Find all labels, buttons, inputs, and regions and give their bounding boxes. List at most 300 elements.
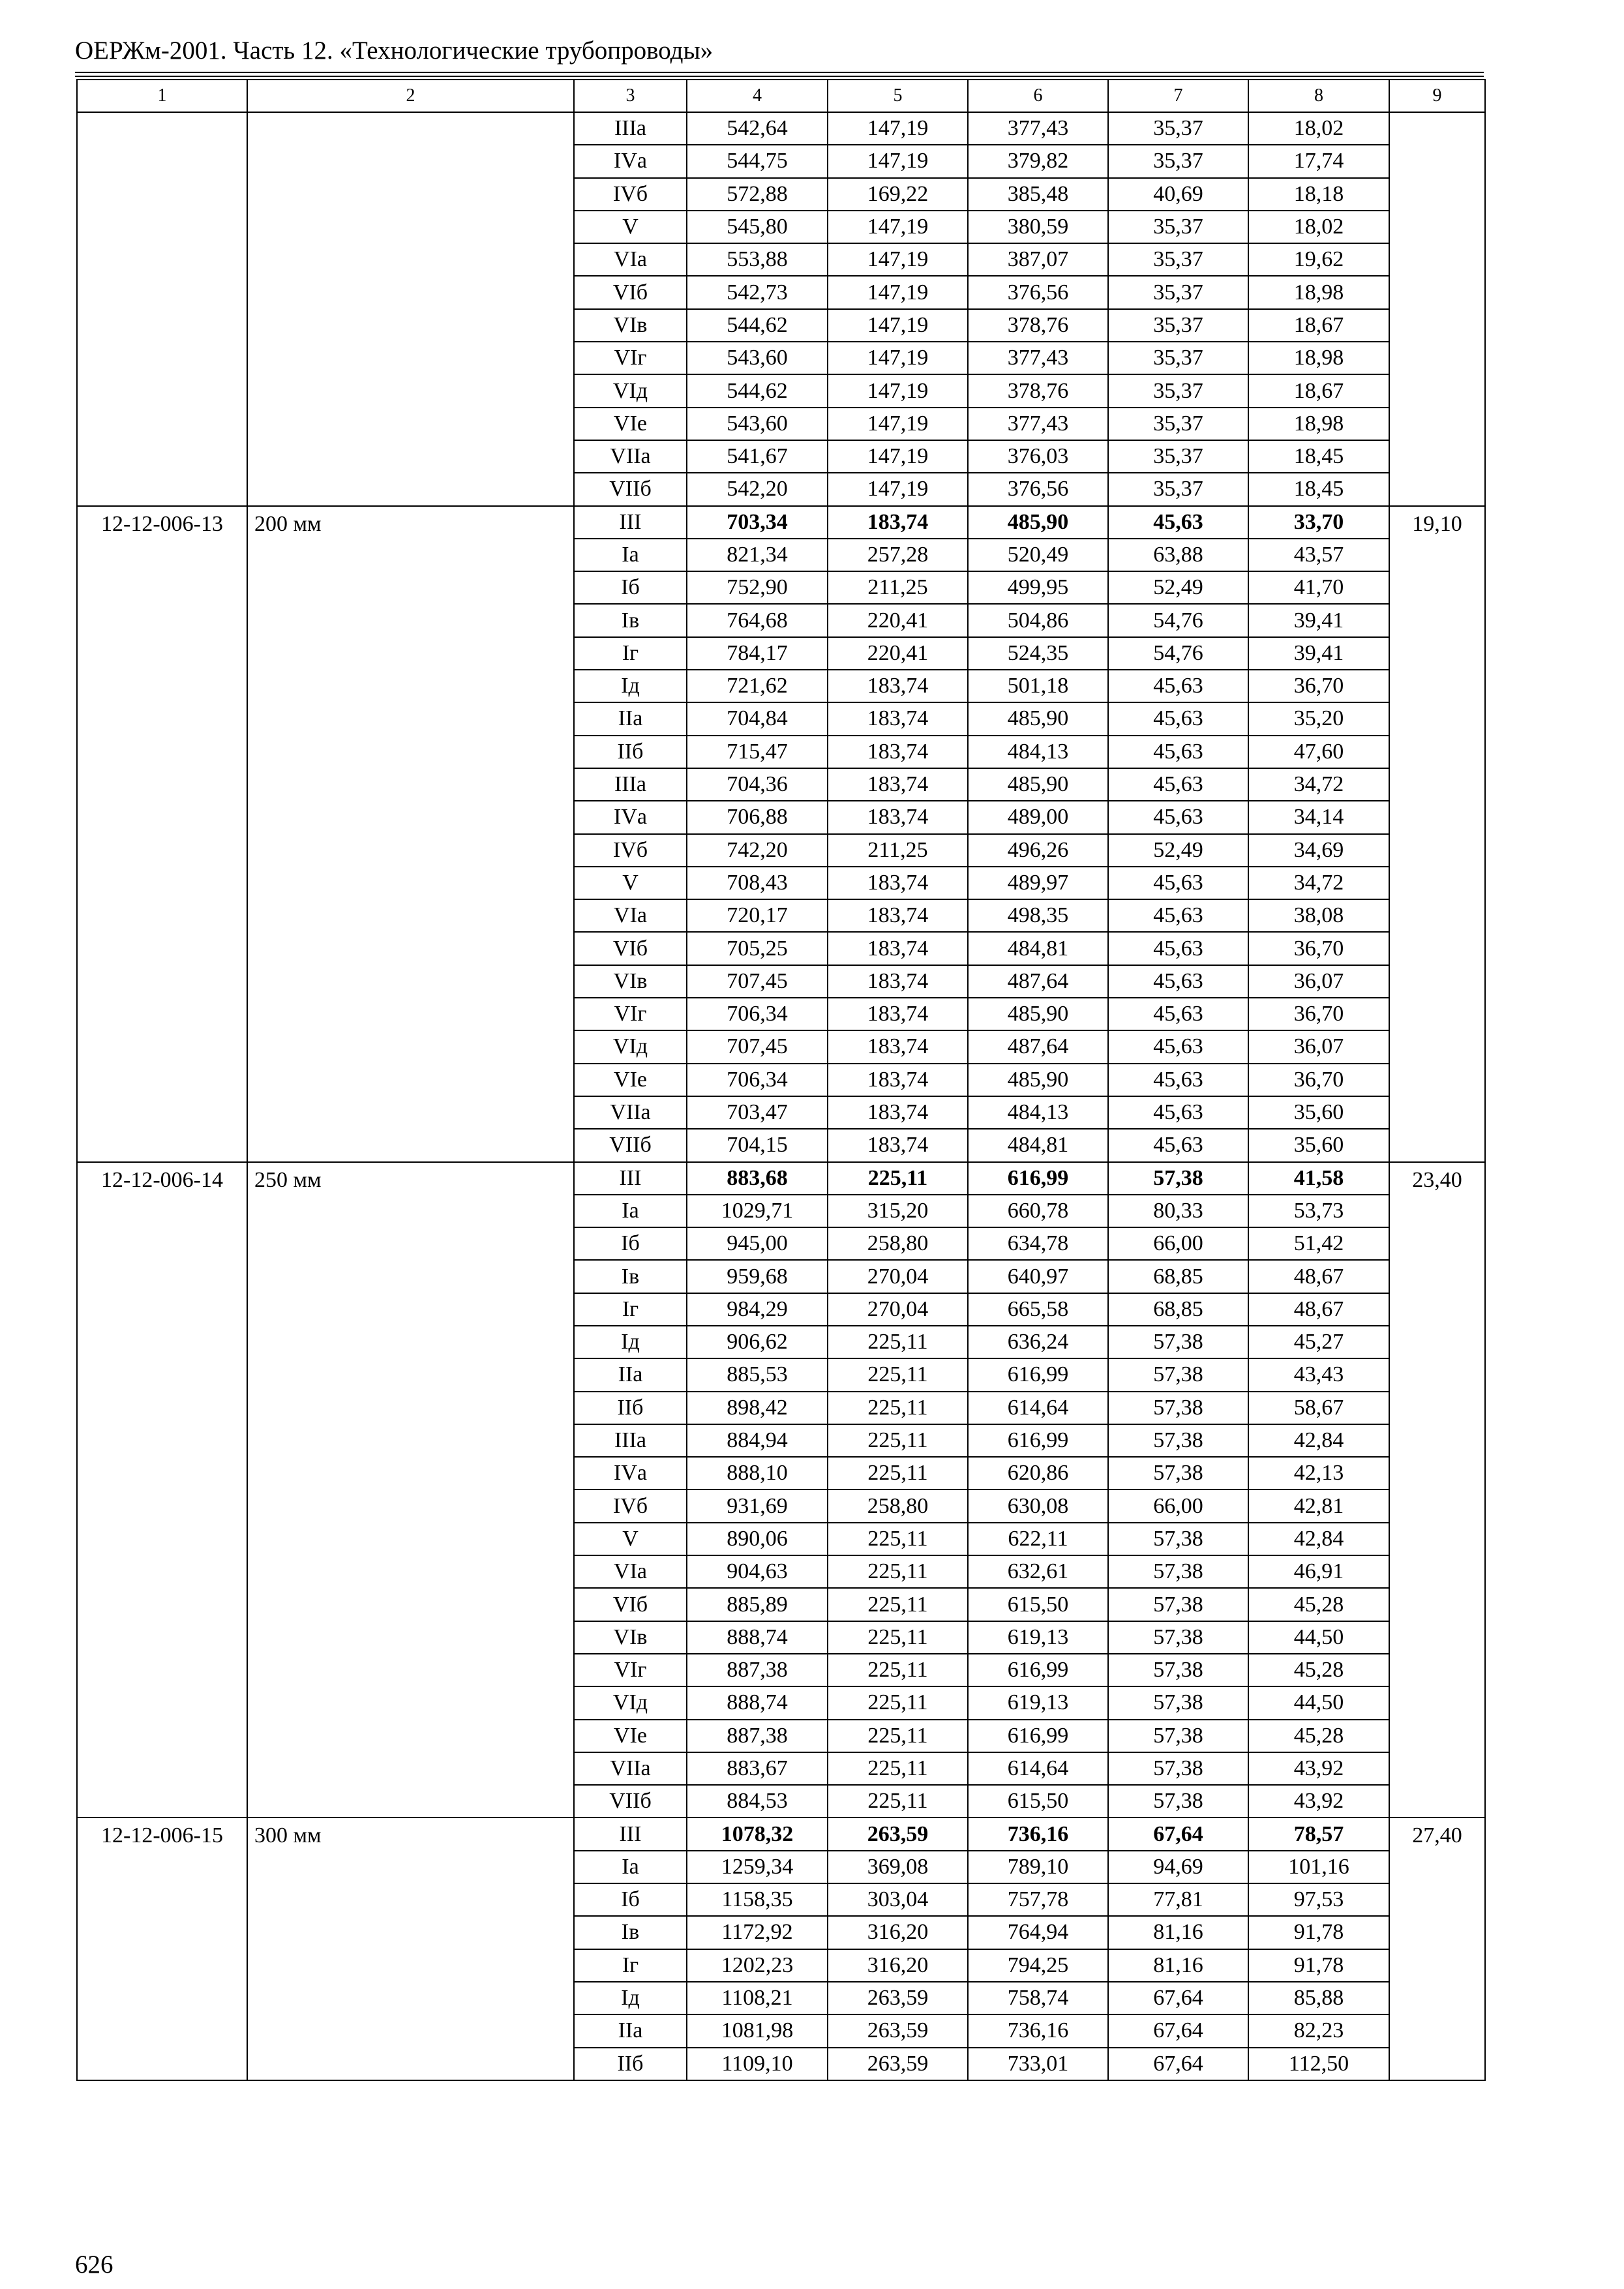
value-cell: 485,90 (968, 506, 1108, 539)
value-cell: 34,14 (1248, 801, 1389, 833)
value-cell: 147,19 (828, 408, 968, 440)
zone-cell: VIIа (574, 1752, 687, 1785)
value-cell: 35,37 (1108, 112, 1248, 145)
value-cell: 183,74 (828, 867, 968, 899)
value-cell: 888,10 (687, 1457, 828, 1489)
value-cell: 47,60 (1248, 736, 1389, 768)
zone-cell: VIб (574, 1588, 687, 1621)
value-cell: 640,97 (968, 1260, 1108, 1293)
value-cell: 706,34 (687, 998, 828, 1030)
column-number-cell: 5 (828, 80, 968, 112)
value-cell: 45,63 (1108, 702, 1248, 735)
value-cell: 183,74 (828, 768, 968, 801)
value-cell: 77,81 (1108, 1883, 1248, 1916)
value-cell: 721,62 (687, 670, 828, 702)
zone-cell: IVб (574, 1489, 687, 1522)
pipe-size-cell: 250 мм (247, 1162, 574, 1818)
value-cell: 36,70 (1248, 1064, 1389, 1096)
value-cell: 715,47 (687, 736, 828, 768)
zone-cell: V (574, 867, 687, 899)
value-cell: 883,68 (687, 1162, 828, 1195)
value-cell: 52,49 (1108, 834, 1248, 867)
value-cell: 34,72 (1248, 768, 1389, 801)
value-cell: 636,24 (968, 1326, 1108, 1358)
value-cell: 183,74 (828, 932, 968, 965)
value-cell: 377,43 (968, 342, 1108, 374)
zone-cell: VIе (574, 1064, 687, 1096)
column-number-cell: 4 (687, 80, 828, 112)
item-code-cell: 12-12-006-15 (77, 1818, 247, 2080)
zone-cell: VIIа (574, 440, 687, 473)
value-cell: 35,60 (1248, 1096, 1389, 1129)
value-cell: 794,25 (968, 1949, 1108, 1982)
value-cell: 97,53 (1248, 1883, 1389, 1916)
value-cell: 959,68 (687, 1260, 828, 1293)
value-cell: 616,99 (968, 1358, 1108, 1391)
value-cell: 35,37 (1108, 243, 1248, 276)
value-cell: 211,25 (828, 834, 968, 867)
value-cell: 58,67 (1248, 1392, 1389, 1424)
zone-cell: Iа (574, 1851, 687, 1883)
value-cell: 707,45 (687, 1030, 828, 1063)
value-cell: 543,60 (687, 408, 828, 440)
value-cell: 57,38 (1108, 1523, 1248, 1555)
zone-cell: Iг (574, 637, 687, 670)
zone-cell: Iд (574, 1326, 687, 1358)
value-cell: 183,74 (828, 801, 968, 833)
value-cell: 377,43 (968, 112, 1108, 145)
zone-cell: IIIа (574, 112, 687, 145)
value-cell: 19,62 (1248, 243, 1389, 276)
pipe-size-cell: 300 мм (247, 1818, 574, 2080)
value-cell: 622,11 (968, 1523, 1108, 1555)
value-cell: 45,28 (1248, 1720, 1389, 1752)
value-cell: 225,11 (828, 1523, 968, 1555)
value-cell: 945,00 (687, 1227, 828, 1260)
value-cell: 45,63 (1108, 736, 1248, 768)
labor-cost-cell: 23,40 (1389, 1162, 1485, 1818)
value-cell: 543,60 (687, 342, 828, 374)
value-cell: 258,80 (828, 1227, 968, 1260)
zone-cell: VIIб (574, 473, 687, 505)
value-cell: 17,74 (1248, 145, 1389, 177)
value-cell: 884,94 (687, 1424, 828, 1457)
value-cell: 35,37 (1108, 342, 1248, 374)
zone-cell: Iв (574, 1916, 687, 1949)
table-row (77, 506, 1485, 539)
value-cell: 18,18 (1248, 178, 1389, 211)
value-cell: 544,62 (687, 374, 828, 407)
value-cell: 1158,35 (687, 1883, 828, 1916)
value-cell: 904,63 (687, 1555, 828, 1588)
zone-cell: V (574, 1523, 687, 1555)
value-cell: 147,19 (828, 243, 968, 276)
value-cell: 45,63 (1108, 899, 1248, 932)
value-cell: 57,38 (1108, 1720, 1248, 1752)
zone-cell: Iа (574, 539, 687, 571)
value-cell: 270,04 (828, 1293, 968, 1326)
value-cell: 385,48 (968, 178, 1108, 211)
value-cell: 45,63 (1108, 1030, 1248, 1063)
zone-cell: Iб (574, 1883, 687, 1916)
value-cell: 316,20 (828, 1949, 968, 1982)
value-cell: 789,10 (968, 1851, 1108, 1883)
zone-cell: Iа (574, 1195, 687, 1227)
value-cell: 18,02 (1248, 211, 1389, 243)
value-cell: 147,19 (828, 309, 968, 342)
value-cell: 45,63 (1108, 1129, 1248, 1161)
value-cell: 35,37 (1108, 374, 1248, 407)
column-number-cell: 3 (574, 80, 687, 112)
value-cell: 225,11 (828, 1621, 968, 1654)
value-cell: 485,90 (968, 702, 1108, 735)
value-cell: 887,38 (687, 1720, 828, 1752)
column-number-cell: 8 (1248, 80, 1389, 112)
value-cell: 263,59 (828, 1818, 968, 1850)
value-cell: 51,42 (1248, 1227, 1389, 1260)
value-cell: 1081,98 (687, 2014, 828, 2047)
value-cell: 499,95 (968, 571, 1108, 604)
page-header-title: ОЕРЖм-2001. Часть 12. «Технологические трубопроводы» (75, 37, 714, 65)
value-cell: 67,64 (1108, 2014, 1248, 2047)
value-cell: 758,74 (968, 1982, 1108, 2014)
value-cell: 101,16 (1248, 1851, 1389, 1883)
value-cell: 553,88 (687, 243, 828, 276)
value-cell: 40,69 (1108, 178, 1248, 211)
value-cell: 57,38 (1108, 1162, 1248, 1195)
item-code-cell (77, 112, 247, 506)
labor-cost-cell: 19,10 (1389, 506, 1485, 1162)
zone-cell: IIIа (574, 768, 687, 801)
value-cell: 183,74 (828, 998, 968, 1030)
value-cell: 41,58 (1248, 1162, 1389, 1195)
value-cell: 263,59 (828, 1982, 968, 2014)
value-cell: 225,11 (828, 1752, 968, 1785)
value-cell: 34,72 (1248, 867, 1389, 899)
value-cell: 183,74 (828, 506, 968, 539)
value-cell: 377,43 (968, 408, 1108, 440)
value-cell: 703,47 (687, 1096, 828, 1129)
value-cell: 1029,71 (687, 1195, 828, 1227)
value-cell: 43,92 (1248, 1752, 1389, 1785)
value-cell: 376,56 (968, 473, 1108, 505)
value-cell: 615,50 (968, 1785, 1108, 1818)
value-cell: 48,67 (1248, 1260, 1389, 1293)
value-cell: 704,36 (687, 768, 828, 801)
value-cell: 379,82 (968, 145, 1108, 177)
value-cell: 257,28 (828, 539, 968, 571)
value-cell: 43,43 (1248, 1358, 1389, 1391)
value-cell: 484,81 (968, 932, 1108, 965)
value-cell: 614,64 (968, 1392, 1108, 1424)
value-cell: 225,11 (828, 1457, 968, 1489)
value-cell: 632,61 (968, 1555, 1108, 1588)
value-cell: 484,13 (968, 1096, 1108, 1129)
value-cell: 487,64 (968, 1030, 1108, 1063)
value-cell: 67,64 (1108, 1982, 1248, 2014)
value-cell: 225,11 (828, 1326, 968, 1358)
pipe-size-cell: 200 мм (247, 506, 574, 1162)
value-cell: 38,08 (1248, 899, 1389, 932)
value-cell: 706,88 (687, 801, 828, 833)
value-cell: 378,76 (968, 309, 1108, 342)
value-cell: 704,15 (687, 1129, 828, 1161)
value-cell: 45,63 (1108, 932, 1248, 965)
zone-cell: IIа (574, 1358, 687, 1391)
value-cell: 35,37 (1108, 211, 1248, 243)
value-cell: 169,22 (828, 178, 968, 211)
value-cell: 885,53 (687, 1358, 828, 1391)
value-cell: 225,11 (828, 1358, 968, 1391)
value-cell: 498,35 (968, 899, 1108, 932)
value-cell: 757,78 (968, 1883, 1108, 1916)
value-cell: 147,19 (828, 211, 968, 243)
value-cell: 18,45 (1248, 473, 1389, 505)
value-cell: 220,41 (828, 604, 968, 636)
value-cell: 57,38 (1108, 1358, 1248, 1391)
value-cell: 263,59 (828, 2014, 968, 2047)
value-cell: 91,78 (1248, 1949, 1389, 1982)
value-cell: 183,74 (828, 1096, 968, 1129)
zone-cell: VIб (574, 932, 687, 965)
value-cell: 884,53 (687, 1785, 828, 1818)
value-cell: 44,50 (1248, 1621, 1389, 1654)
value-cell: 18,02 (1248, 112, 1389, 145)
value-cell: 35,37 (1108, 309, 1248, 342)
value-cell: 52,49 (1108, 571, 1248, 604)
value-cell: 733,01 (968, 2048, 1108, 2080)
value-cell: 620,86 (968, 1457, 1108, 1489)
item-code-cell: 12-12-006-14 (77, 1162, 247, 1818)
value-cell: 315,20 (828, 1195, 968, 1227)
value-cell: 45,28 (1248, 1588, 1389, 1621)
value-cell: 616,99 (968, 1720, 1108, 1752)
value-cell: 542,20 (687, 473, 828, 505)
value-cell: 542,64 (687, 112, 828, 145)
value-cell: 46,91 (1248, 1555, 1389, 1588)
zone-cell: Iв (574, 1260, 687, 1293)
value-cell: 35,37 (1108, 276, 1248, 308)
value-cell: 615,50 (968, 1588, 1108, 1621)
value-cell: 35,37 (1108, 440, 1248, 473)
value-cell: 1172,92 (687, 1916, 828, 1949)
value-cell: 1108,21 (687, 1982, 828, 2014)
value-cell: 619,13 (968, 1686, 1108, 1719)
value-cell: 211,25 (828, 571, 968, 604)
value-cell: 752,90 (687, 571, 828, 604)
value-cell: 57,38 (1108, 1392, 1248, 1424)
value-cell: 736,16 (968, 1818, 1108, 1850)
value-cell: 504,86 (968, 604, 1108, 636)
value-cell: 784,17 (687, 637, 828, 670)
value-cell: 57,38 (1108, 1588, 1248, 1621)
value-cell: 53,73 (1248, 1195, 1389, 1227)
value-cell: 45,63 (1108, 1064, 1248, 1096)
value-cell: 614,64 (968, 1752, 1108, 1785)
value-cell: 45,63 (1108, 998, 1248, 1030)
value-cell: 45,63 (1108, 965, 1248, 998)
page-number: 626 (75, 2251, 113, 2279)
value-cell: 67,64 (1108, 2048, 1248, 2080)
value-cell: 220,41 (828, 637, 968, 670)
zone-cell: III (574, 1818, 687, 1850)
value-cell: 67,64 (1108, 1818, 1248, 1850)
value-cell: 487,64 (968, 965, 1108, 998)
value-cell: 258,80 (828, 1489, 968, 1522)
value-cell: 736,16 (968, 2014, 1108, 2047)
value-cell: 496,26 (968, 834, 1108, 867)
header-rule-bottom (75, 76, 1484, 77)
zone-cell: VIе (574, 408, 687, 440)
value-cell: 544,62 (687, 309, 828, 342)
value-cell: 225,11 (828, 1654, 968, 1686)
value-cell: 1202,23 (687, 1949, 828, 1982)
value-cell: 524,35 (968, 637, 1108, 670)
value-cell: 147,19 (828, 145, 968, 177)
zone-cell: VIе (574, 1720, 687, 1752)
zone-cell: IIа (574, 702, 687, 735)
column-number-cell: 6 (968, 80, 1108, 112)
value-cell: 887,38 (687, 1654, 828, 1686)
value-cell: 704,84 (687, 702, 828, 735)
zone-cell: VIа (574, 243, 687, 276)
value-cell: 720,17 (687, 899, 828, 932)
value-cell: 906,62 (687, 1326, 828, 1358)
value-cell: 225,11 (828, 1686, 968, 1719)
value-cell: 708,43 (687, 867, 828, 899)
column-number-cell: 7 (1108, 80, 1248, 112)
value-cell: 542,73 (687, 276, 828, 308)
value-cell: 616,99 (968, 1162, 1108, 1195)
value-cell: 94,69 (1108, 1851, 1248, 1883)
zone-cell: VIд (574, 1030, 687, 1063)
value-cell: 78,57 (1248, 1818, 1389, 1850)
value-cell: 378,76 (968, 374, 1108, 407)
zone-cell: VIг (574, 998, 687, 1030)
labor-cost-cell: 27,40 (1389, 1818, 1485, 2080)
zone-cell: IVб (574, 834, 687, 867)
value-cell: 18,67 (1248, 374, 1389, 407)
value-cell: 42,81 (1248, 1489, 1389, 1522)
value-cell: 18,45 (1248, 440, 1389, 473)
value-cell: 45,63 (1108, 768, 1248, 801)
value-cell: 489,97 (968, 867, 1108, 899)
value-cell: 489,00 (968, 801, 1108, 833)
zone-cell: VIг (574, 1654, 687, 1686)
value-cell: 183,74 (828, 965, 968, 998)
value-cell: 41,70 (1248, 571, 1389, 604)
value-cell: 885,89 (687, 1588, 828, 1621)
zone-cell: IVа (574, 145, 687, 177)
value-cell: 225,11 (828, 1785, 968, 1818)
value-cell: 485,90 (968, 998, 1108, 1030)
value-cell: 764,94 (968, 1916, 1108, 1949)
value-cell: 484,81 (968, 1129, 1108, 1161)
value-cell: 706,34 (687, 1064, 828, 1096)
zone-cell: IVб (574, 178, 687, 211)
table-row (77, 1818, 1485, 1850)
column-number-cell: 2 (247, 80, 574, 112)
zone-cell: IIб (574, 2048, 687, 2080)
value-cell: 931,69 (687, 1489, 828, 1522)
table-row (77, 1162, 1485, 1195)
value-cell: 80,33 (1108, 1195, 1248, 1227)
zone-cell: VIв (574, 309, 687, 342)
value-cell: 263,59 (828, 2048, 968, 2080)
value-cell: 82,23 (1248, 2014, 1389, 2047)
value-cell: 183,74 (828, 1064, 968, 1096)
value-cell: 35,20 (1248, 702, 1389, 735)
zone-cell: IIа (574, 2014, 687, 2047)
value-cell: 225,11 (828, 1588, 968, 1621)
value-cell: 39,41 (1248, 604, 1389, 636)
value-cell: 147,19 (828, 112, 968, 145)
value-cell: 742,20 (687, 834, 828, 867)
zone-cell: Iб (574, 571, 687, 604)
value-cell: 484,13 (968, 736, 1108, 768)
value-cell: 225,11 (828, 1162, 968, 1195)
value-cell: 57,38 (1108, 1424, 1248, 1457)
value-cell: 376,56 (968, 276, 1108, 308)
zone-cell: Iд (574, 670, 687, 702)
value-cell: 35,37 (1108, 408, 1248, 440)
zone-cell: VIв (574, 965, 687, 998)
zone-cell: Iд (574, 1982, 687, 2014)
column-number-cell: 9 (1389, 80, 1485, 112)
value-cell: 183,74 (828, 670, 968, 702)
value-cell: 660,78 (968, 1195, 1108, 1227)
value-cell: 35,37 (1108, 473, 1248, 505)
value-cell: 387,07 (968, 243, 1108, 276)
zone-cell: VIд (574, 1686, 687, 1719)
value-cell: 34,69 (1248, 834, 1389, 867)
value-cell: 43,57 (1248, 539, 1389, 571)
value-cell: 45,28 (1248, 1654, 1389, 1686)
value-cell: 898,42 (687, 1392, 828, 1424)
zone-cell: Iг (574, 1949, 687, 1982)
value-cell: 888,74 (687, 1621, 828, 1654)
value-cell: 705,25 (687, 932, 828, 965)
value-cell: 68,85 (1108, 1260, 1248, 1293)
value-cell: 63,88 (1108, 539, 1248, 571)
value-cell: 68,85 (1108, 1293, 1248, 1326)
value-cell: 183,74 (828, 1129, 968, 1161)
value-cell: 572,88 (687, 178, 828, 211)
zone-cell: Iв (574, 604, 687, 636)
value-cell: 66,00 (1108, 1227, 1248, 1260)
zone-cell: VIа (574, 899, 687, 932)
value-cell: 380,59 (968, 211, 1108, 243)
value-cell: 821,34 (687, 539, 828, 571)
value-cell: 57,38 (1108, 1752, 1248, 1785)
value-cell: 1078,32 (687, 1818, 828, 1850)
value-cell: 147,19 (828, 473, 968, 505)
zone-cell: VIб (574, 276, 687, 308)
value-cell: 57,38 (1108, 1555, 1248, 1588)
value-cell: 147,19 (828, 440, 968, 473)
value-cell: 48,67 (1248, 1293, 1389, 1326)
value-cell: 45,63 (1108, 867, 1248, 899)
value-cell: 18,67 (1248, 309, 1389, 342)
zone-cell: Iб (574, 1227, 687, 1260)
value-cell: 225,11 (828, 1720, 968, 1752)
labor-cost-cell (1389, 112, 1485, 506)
value-cell: 91,78 (1248, 1916, 1389, 1949)
header-rule-top (75, 72, 1484, 73)
value-cell: 36,07 (1248, 965, 1389, 998)
value-cell: 545,80 (687, 211, 828, 243)
value-cell: 35,60 (1248, 1129, 1389, 1161)
